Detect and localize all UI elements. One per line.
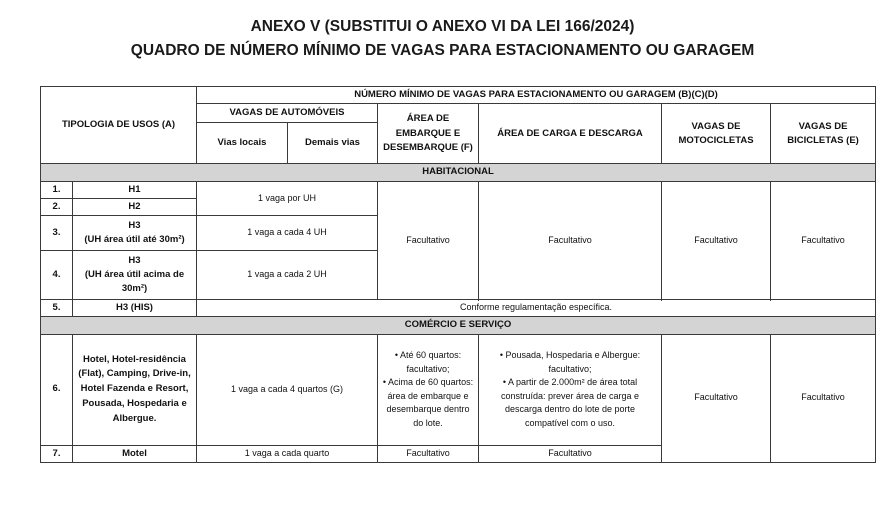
carga-item: • Pousada, Hospedaria e Albergue: facultativo;	[499, 350, 641, 374]
section-habitacional: HABITACIONAL	[41, 164, 876, 181]
parking-requirements-table	[40, 86, 876, 463]
header-vagas-automoveis: VAGAS DE AUTOMÓVEIS	[197, 104, 378, 123]
row-number: 5.	[41, 300, 73, 317]
header-motocicletas: VAGAS DE MOTOCICLETAS	[662, 104, 771, 164]
header-vias-locais: Vias locais	[197, 123, 288, 164]
uso-h3-ate-30	[73, 216, 197, 251]
uso-h3-acima-30	[73, 251, 197, 300]
header-numero-minimo: NÚMERO MÍNIMO DE VAGAS PARA ESTACIONAMENTO OU GARAGEM (B)(C)(D)	[197, 87, 876, 104]
header-tipologia: TIPOLOGIA DE USOS (A)	[41, 87, 197, 164]
bici-habitacional: Facultativo	[771, 181, 876, 300]
auto-h3-acima-30: 1 vaga a cada 2 UH	[197, 251, 378, 300]
row-number: 6.	[41, 334, 73, 445]
uso-h3-his: H3 (HIS)	[73, 300, 197, 317]
uso-h2: H2	[73, 198, 197, 215]
embarque-habitacional: Facultativo	[378, 181, 479, 300]
uso-sublabel: (UH área útil até 30m²)	[84, 234, 185, 245]
auto-h1-h2: 1 vaga por UH	[197, 181, 378, 216]
embarque-item: • Até 60 quartos: facultativo;	[394, 350, 462, 374]
document-title: ANEXO V (SUBSTITUI O ANEXO VI DA LEI 166/2024)	[250, 18, 635, 35]
auto-h3-ate-30: 1 vaga a cada 4 UH	[197, 216, 378, 251]
uso-hotel: Hotel, Hotel-residência (Flat), Camping, Drive-in, Hotel Fazenda e Resort, Pousada, Hospedaria e Albergue.	[73, 334, 197, 445]
row-number: 7.	[41, 445, 73, 462]
header-demais-vias: Demais vias	[288, 123, 378, 164]
embarque-hotel	[378, 334, 479, 445]
bici-comercio: Facultativo	[771, 334, 876, 462]
embarque-motel: Facultativo	[378, 445, 479, 462]
section-comercio-servico: COMÉRCIO E SERVIÇO	[41, 317, 876, 334]
carga-motel: Facultativo	[479, 445, 662, 462]
header-area-embarque: ÁREA DE EMBARQUE E DESEMBARQUE (F)	[378, 104, 479, 164]
auto-hotel: 1 vaga a cada 4 quartos (G)	[197, 334, 378, 445]
row-number: 2.	[41, 198, 73, 215]
header-area-carga: ÁREA DE CARGA E DESCARGA	[479, 104, 662, 164]
uso-motel: Motel	[73, 445, 197, 462]
uso-sublabel: (UH área útil acima de 30m²)	[84, 268, 185, 295]
row-number: 3.	[41, 216, 73, 251]
moto-comercio: Facultativo	[662, 334, 771, 462]
document-subtitle: QUADRO DE NÚMERO MÍNIMO DE VAGAS PARA ESTACIONAMENTO OU GARAGEM	[130, 42, 755, 59]
embarque-item: • Acima de 60 quartos: área de embarque e desembarque dentro do lote.	[382, 377, 474, 428]
uso-label: H3	[128, 219, 141, 231]
auto-motel: 1 vaga a cada quarto	[197, 445, 378, 462]
carga-habitacional: Facultativo	[479, 181, 662, 300]
uso-h1: H1	[73, 181, 197, 198]
carga-item: • A partir de 2.000m² de área total construída: prever área de carga e descarga dentro do lote de porte compatível com o uso.	[500, 377, 640, 428]
moto-habitacional: Facultativo	[662, 181, 771, 300]
header-bicicletas: VAGAS DE BICICLETAS (E)	[771, 104, 876, 164]
row-number: 1.	[41, 181, 73, 198]
uso-label: H3	[128, 254, 141, 266]
carga-hotel	[479, 334, 662, 445]
conforme-regulamentacao: Conforme regulamentação específica.	[197, 300, 876, 317]
row-number: 4.	[41, 251, 73, 300]
